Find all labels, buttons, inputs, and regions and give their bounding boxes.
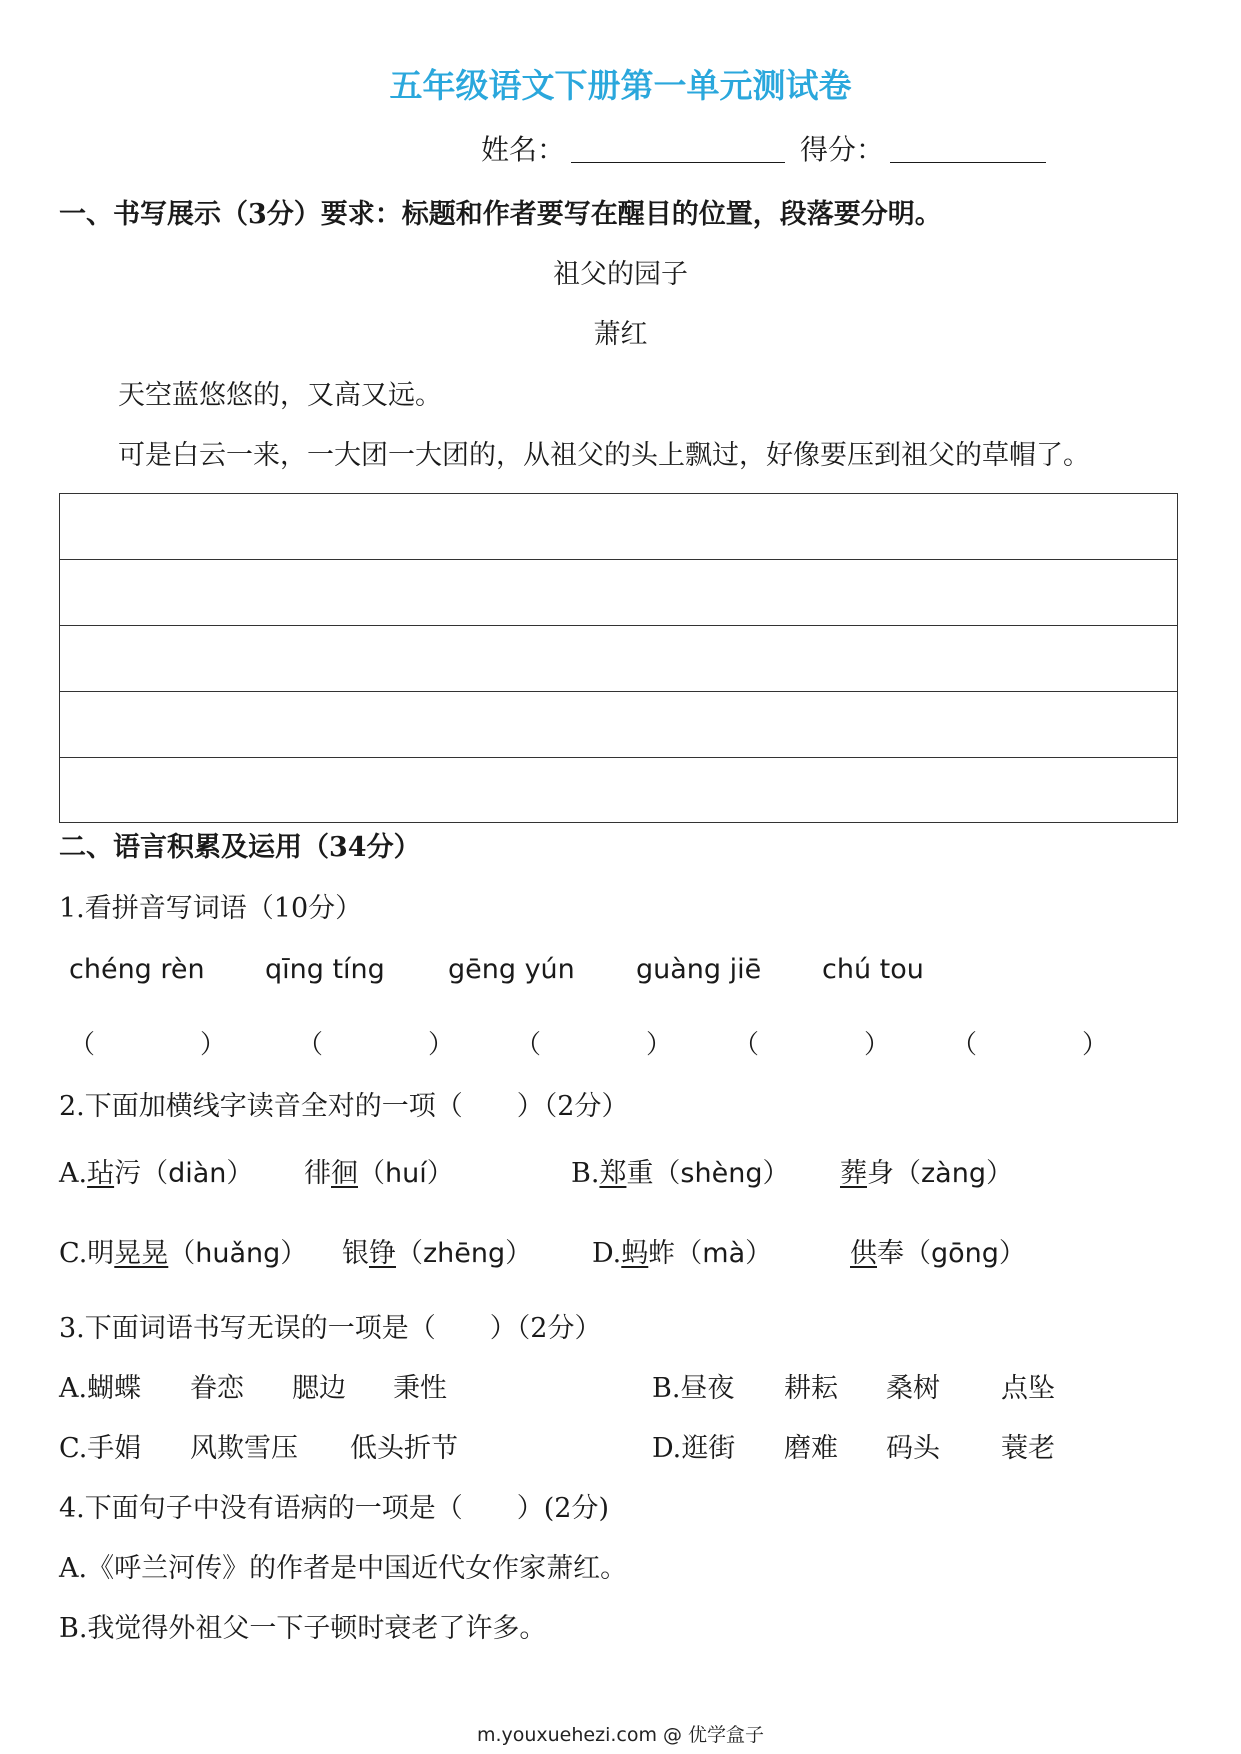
q2-option-a1: A.玷污（diàn）: [59, 1158, 254, 1189]
pinyin-3: gēng yún: [448, 954, 575, 985]
section2-heading: 二、语言积累及运用（34分）: [59, 832, 421, 863]
pinyin-5: chú tou: [822, 954, 924, 985]
q3-d-word-4: 蓑老: [1001, 1433, 1055, 1464]
writing-row[interactable]: [60, 758, 1177, 824]
q2-option-b2: 葬身（zàng）: [840, 1158, 1013, 1189]
q3-a-word-3: 腮边: [292, 1373, 346, 1404]
answer-blank-3-close: ）: [646, 1030, 673, 1060]
q3-a-word-1: A.蝴蝶: [59, 1373, 142, 1404]
q2-option-c1: C.明晃晃（huǎng）: [59, 1238, 308, 1269]
q2-option-b1: B.郑重（shèng）: [571, 1158, 790, 1189]
writing-row[interactable]: [60, 626, 1177, 692]
q3-prompt: 3.下面词语书写无误的一项是（ ）（2分）: [59, 1313, 602, 1344]
answer-blank-5-close: ）: [1082, 1030, 1109, 1060]
q3-a-word-2: 眷恋: [190, 1373, 244, 1404]
q3-c-word-3: 低头折节: [350, 1433, 458, 1464]
q3-b-word-1: B.昼夜: [652, 1373, 735, 1404]
poem-author: 萧红: [593, 319, 648, 350]
passage-line-2: 可是白云一来，一大团一大团的，从祖父的头上飘过，好像要压到祖父的草帽了。: [118, 440, 1090, 471]
pinyin-1: chéng rèn: [69, 954, 205, 985]
q2-option-d1: D.蚂蚱（mà）: [592, 1238, 773, 1269]
section1-heading: 一、书写展示（3分）要求：标题和作者要写在醒目的位置，段落要分明。: [59, 199, 942, 230]
answer-blank-2[interactable]: （: [297, 1030, 324, 1060]
score-label: 得分：: [800, 133, 885, 166]
name-label: 姓名：: [481, 133, 566, 166]
q2-option-c2: 银铮（zhēng）: [342, 1238, 533, 1269]
writing-row[interactable]: [60, 692, 1177, 758]
q4-option-a: A.《呼兰河传》的作者是中国近代女作家萧红。: [59, 1553, 628, 1584]
answer-blank-2-close: ）: [428, 1030, 455, 1060]
q2-prompt: 2.下面加横线字读音全对的一项（ ）（2分）: [59, 1091, 629, 1122]
answer-blank-4-close: ）: [864, 1030, 891, 1060]
q4-prompt: 4.下面句子中没有语病的一项是（ ）(2分): [59, 1493, 610, 1524]
pinyin-2: qīng tíng: [265, 954, 385, 985]
q2-option-a2: 徘徊（huí）: [304, 1158, 454, 1189]
pinyin-4: guàng jiē: [636, 954, 762, 985]
q3-c-word-2: 风欺雪压: [190, 1433, 298, 1464]
q3-a-word-4: 秉性: [393, 1373, 447, 1404]
writing-grid[interactable]: [59, 493, 1178, 823]
poem-title: 祖父的园子: [553, 259, 688, 290]
score-field[interactable]: [890, 162, 1046, 163]
passage-line-1: 天空蓝悠悠的，又高又远。: [118, 380, 442, 411]
answer-blank-4[interactable]: （: [733, 1030, 760, 1060]
answer-blank-1-close: ）: [200, 1030, 227, 1060]
q4-option-b: B.我觉得外祖父一下子顿时衰老了许多。: [59, 1613, 547, 1644]
page-title: 五年级语文下册第一单元测试卷: [389, 66, 852, 105]
q3-b-word-2: 耕耘: [784, 1373, 838, 1404]
q3-d-word-1: D.逛街: [652, 1433, 736, 1464]
name-field[interactable]: [571, 162, 785, 163]
q3-b-word-4: 点坠: [1001, 1373, 1055, 1404]
q3-c-word-1: C.手娟: [59, 1433, 142, 1464]
q3-b-word-3: 桑树: [886, 1373, 940, 1404]
answer-blank-5[interactable]: （: [951, 1030, 978, 1060]
q2-option-d2: 供奉（gōng）: [850, 1238, 1026, 1269]
q1-prompt: 1.看拼音写词语（10分）: [59, 893, 363, 924]
answer-blank-3[interactable]: （: [515, 1030, 542, 1060]
writing-row[interactable]: [60, 494, 1177, 560]
q3-d-word-2: 磨难: [784, 1433, 838, 1464]
footer-watermark: m.youxuehezi.com @ 优学盒子: [476, 1724, 765, 1746]
writing-row[interactable]: [60, 560, 1177, 626]
answer-blank-1[interactable]: （: [69, 1030, 96, 1060]
q3-d-word-3: 码头: [886, 1433, 940, 1464]
